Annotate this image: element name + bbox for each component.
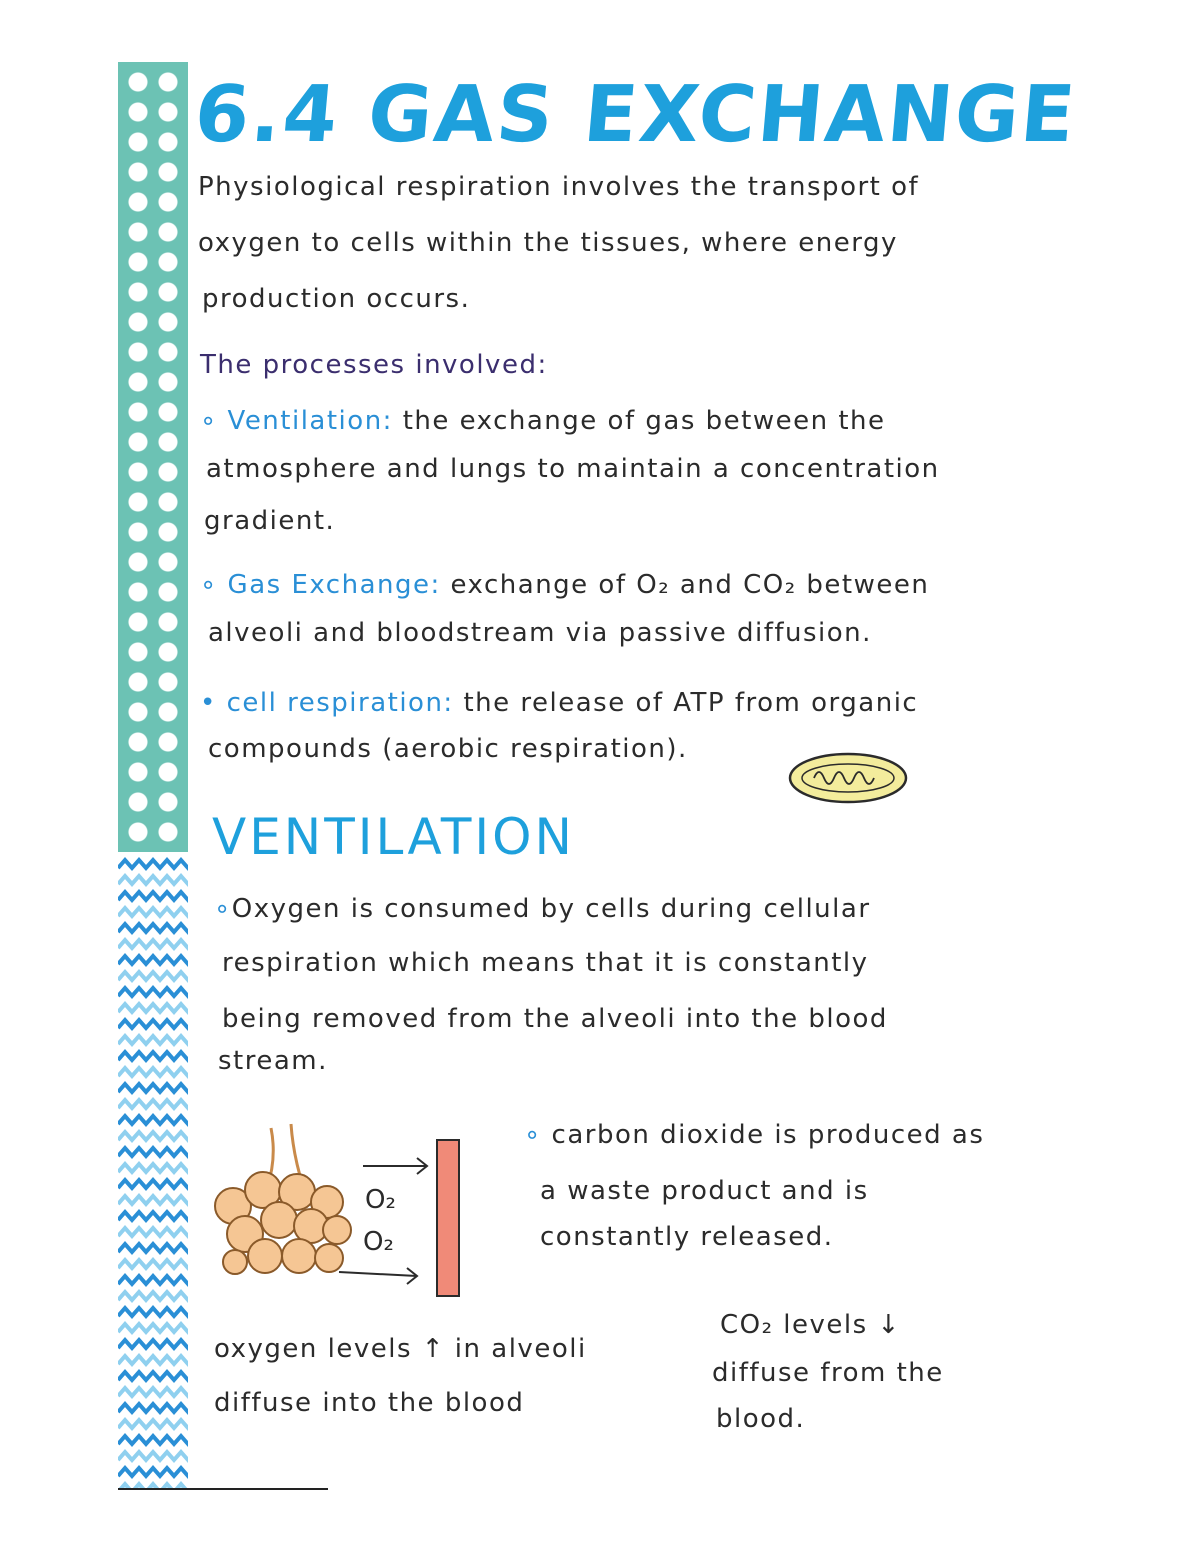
- oxygen-note-line-2: diffuse into the blood: [214, 1388, 525, 1418]
- bullet-icon: ∘: [214, 894, 232, 924]
- ventilation-p1-line-4: stream.: [218, 1046, 328, 1076]
- zigzag-stripe: [118, 1324, 188, 1332]
- zigzag-stripe: [118, 1228, 188, 1236]
- zigzag-stripe: [118, 876, 188, 884]
- zigzag-stripe: [118, 1052, 188, 1060]
- zigzag-stripe: [118, 956, 188, 964]
- zigzag-stripe: [118, 1132, 188, 1140]
- zigzag-stripe: [118, 1404, 188, 1412]
- process-term: Gas Exchange:: [227, 570, 441, 600]
- co2-note-line-3: blood.: [716, 1404, 806, 1434]
- zigzag-stripe: [118, 1004, 188, 1012]
- zigzag-stripe: [118, 1212, 188, 1220]
- mitochondrion-icon: [786, 750, 910, 806]
- zigzag-stripe: [118, 1292, 188, 1300]
- zigzag-stripe: [118, 892, 188, 900]
- polka-dot-washi-tape: [118, 62, 188, 852]
- zigzag-stripe: [118, 908, 188, 916]
- process-line: compounds (aerobic respiration).: [208, 734, 688, 764]
- page-edge-line: [118, 1488, 328, 1490]
- co2-note-line-1: CO₂ levels ↓: [720, 1310, 901, 1340]
- zigzag-stripe: [118, 1388, 188, 1396]
- zigzag-stripe: [118, 1164, 188, 1172]
- o2-label: O₂: [363, 1227, 394, 1257]
- zigzag-stripe: [118, 1276, 188, 1284]
- process-cell-respiration: [200, 688, 918, 718]
- zigzag-stripe: [118, 860, 188, 868]
- zigzag-stripe: [118, 1068, 188, 1076]
- ventilation-p2-line-3: constantly released.: [540, 1222, 834, 1252]
- bullet-icon: ∘: [200, 406, 228, 436]
- process-ventilation: [200, 406, 886, 436]
- zigzag-stripe: [118, 1308, 188, 1316]
- zigzag-stripe: [118, 1468, 188, 1476]
- oxygen-note-line-1: oxygen levels ↑ in alveoli: [214, 1334, 587, 1364]
- zigzag-stripe: [118, 1196, 188, 1204]
- o2-label: O₂: [365, 1185, 396, 1215]
- process-definition: exchange of O₂ and CO₂ between: [450, 570, 930, 600]
- zigzag-stripe: [118, 1260, 188, 1268]
- zigzag-washi-tape: [118, 852, 188, 1488]
- zigzag-stripe: [118, 940, 188, 948]
- processes-heading: The processes involved:: [200, 350, 548, 380]
- zigzag-stripe: [118, 988, 188, 996]
- ventilation-heading: VENTILATION: [212, 808, 575, 866]
- bullet-icon: •: [200, 688, 227, 718]
- ventilation-p1-line-3: being removed from the alveoli into the blood: [222, 1004, 888, 1034]
- ventilation-p1-line-2: respiration which means that it is constantly: [222, 948, 869, 978]
- bullet-icon: ∘: [524, 1120, 552, 1150]
- zigzag-stripe: [118, 1116, 188, 1124]
- alveoli-diagram: [205, 1118, 495, 1298]
- zigzag-stripe: [118, 1356, 188, 1364]
- zigzag-stripe: [118, 1340, 188, 1348]
- process-definition: the exchange of gas between the: [402, 406, 886, 436]
- co2-note-line-2: diffuse from the: [712, 1358, 944, 1388]
- zigzag-stripe: [118, 1452, 188, 1460]
- ventilation-p2-line-2: a waste product and is: [540, 1176, 869, 1206]
- bullet-icon: ∘: [200, 570, 228, 600]
- zigzag-stripe: [118, 1100, 188, 1108]
- process-line: atmosphere and lungs to maintain a concentration: [206, 454, 940, 484]
- zigzag-stripe: [118, 1084, 188, 1092]
- intro-line-2: oxygen to cells within the tissues, where energy: [198, 228, 898, 258]
- zigzag-stripe: [118, 1420, 188, 1428]
- ventilation-p2-line-1: ∘ carbon dioxide is produced as: [524, 1120, 985, 1150]
- zigzag-stripe: [118, 1020, 188, 1028]
- process-line: gradient.: [204, 506, 336, 536]
- zigzag-stripe: [118, 1436, 188, 1444]
- intro-line-3: production occurs.: [202, 284, 471, 314]
- zigzag-stripe: [118, 972, 188, 980]
- process-term: Ventilation:: [227, 406, 393, 436]
- process-line: alveoli and bloodstream via passive diffusion.: [208, 618, 872, 648]
- zigzag-stripe: [118, 1180, 188, 1188]
- page-title: 6.4 GAS EXCHANGE: [191, 70, 1081, 160]
- zigzag-stripe: [118, 1372, 188, 1380]
- intro-line-1: Physiological respiration involves the transport of: [198, 172, 920, 202]
- ventilation-p1-line-1: ∘Oxygen is consumed by cells during cellular: [214, 894, 871, 924]
- process-gas-exchange: [200, 570, 929, 600]
- zigzag-stripe: [118, 1244, 188, 1252]
- zigzag-stripe: [118, 1036, 188, 1044]
- zigzag-stripe: [118, 1148, 188, 1156]
- zigzag-stripe: [118, 924, 188, 932]
- process-definition: the release of ATP from organic: [463, 688, 919, 718]
- process-term: cell respiration:: [226, 688, 454, 718]
